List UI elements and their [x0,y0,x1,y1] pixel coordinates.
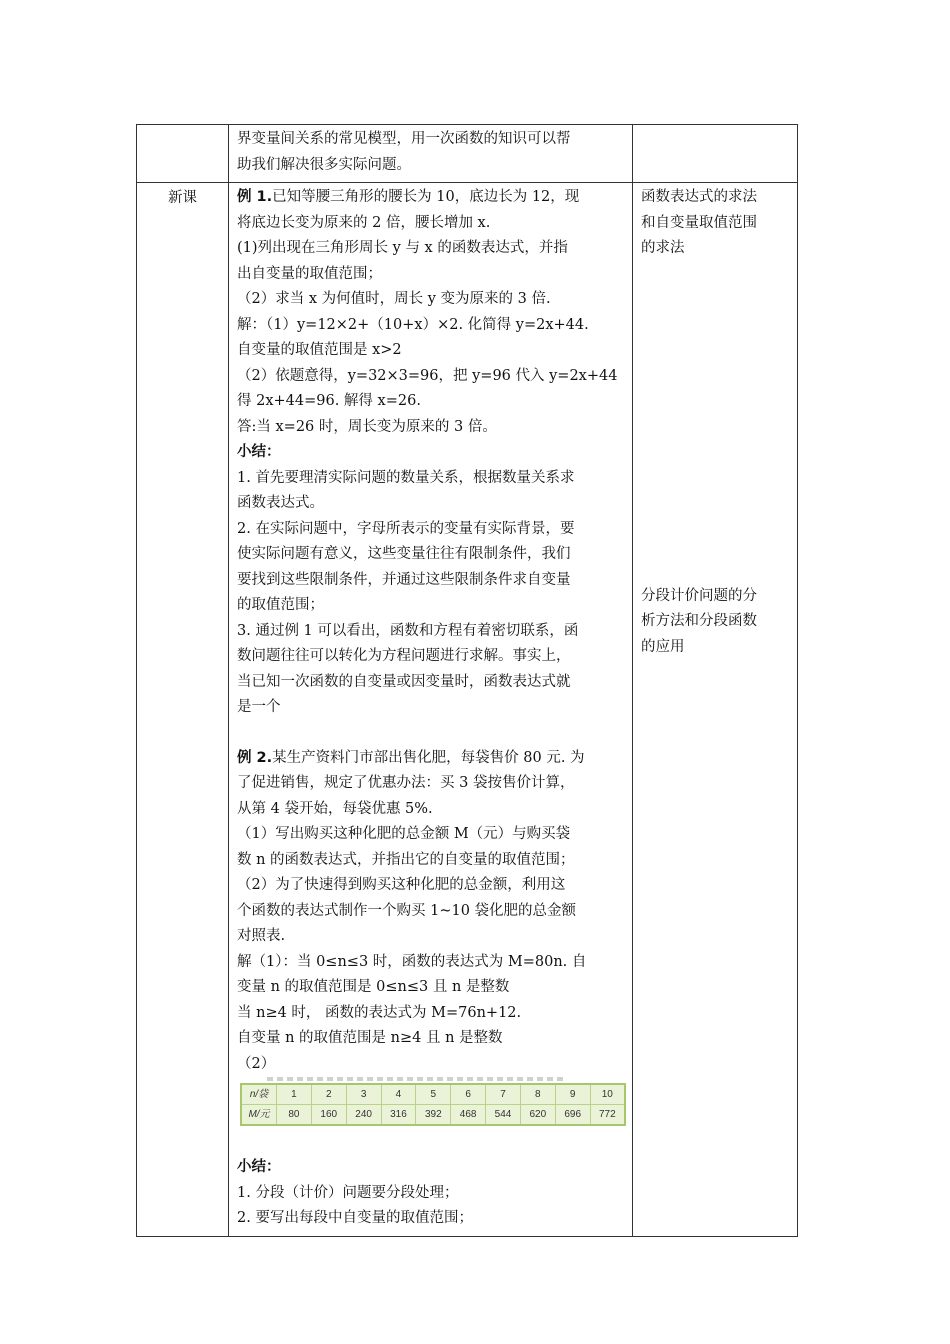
note-cell [633,183,798,1237]
text-line: 个函数的表达式制作一个购买 1~10 袋化肥的总金额 [237,902,577,919]
content-cell [229,183,633,1237]
spacer [237,1130,626,1155]
text-line: 从第 4 袋开始，每袋优惠 5%. [237,800,433,817]
text-line: 得 2x+44=96. 解得 x=26. [237,393,421,409]
table-cell: 4 [381,1084,416,1105]
note-cell-empty [633,125,798,183]
text-line: 1. 首先要理清实际问题的数量关系，根据数量关系求 [237,469,575,486]
text-line: （2）求当 x 为何值时，周长 y 变为原来的 3 倍. [237,291,551,307]
table-cell: 7 [486,1084,521,1105]
text-line: 数 n 的函数表达式，并指出它的自变量的取值范围； [237,851,575,868]
text-line: 函数表达式。 [237,495,324,511]
table-cell: 3 [346,1084,381,1105]
obscured-caption [267,1077,567,1081]
text-line: 是一个 [237,699,281,715]
section-label: 新课 [168,190,197,206]
text-line: 答:当 x=26 时，周长变为原来的 3 倍。 [237,418,497,435]
table-cell: 160 [311,1105,346,1126]
content-cell [229,125,633,183]
text-line: 自变量的取值范围是 x>2 [237,342,402,358]
table-cell: 6 [451,1084,486,1105]
table-cell: 9 [555,1084,590,1105]
example-2 [237,746,626,772]
table-cell: 1 [277,1084,312,1105]
text-line: 出自变量的取值范围； [237,265,382,282]
section-cell-empty [137,125,229,183]
note-line: 函数表达式的求法 [641,189,757,205]
table-row [241,1084,625,1105]
text-line: 对照表. [237,928,286,944]
note-line: 的应用 [641,638,685,655]
text-line: （2） [237,1055,276,1072]
section-cell [137,183,229,1237]
text-line: 变量 n 的取值范围是 0≤n≤3 且 n 是整数 [237,979,510,995]
table-row [241,1105,625,1126]
text-line: 了促进销售，规定了优惠办法：买 3 袋按售价计算， [237,775,575,791]
text-line: 当 n≥4 时， 函数的表达式为 M=76n+12. [237,1004,522,1021]
table-cell: 316 [381,1105,416,1126]
example-1-heading: 例 1. [237,189,273,205]
text-line: 自变量 n 的取值范围是 n≥4 且 n 是整数 [237,1030,503,1046]
table-cell: 468 [451,1105,486,1126]
note-line: 和自变量取值范围 [641,214,757,231]
text-line: 3. 通过例 1 可以看出，函数和方程有着密切联系，函 [237,622,579,639]
table-row [137,125,798,183]
text-line: （2）依题意得，y=32×3=96，把 y=96 代入 y=2x+44 [237,367,618,384]
text-line: 的取值范围； [237,597,324,613]
text-line: 当已知一次函数的自变量或因变量时，函数表达式就 [237,673,571,690]
text-line: 解：（1）y=12×2+（10+x）×2. 化简得 y=2x+44. [237,316,589,333]
text-line: 2. 在实际问题中，字母所表示的变量有实际背景，要 [237,520,575,537]
text-line: 将底边长变为原来的 2 倍，腰长增加 x. [237,214,491,231]
table-cell: 5 [416,1084,451,1105]
example-2-heading: 例 2. [237,749,273,766]
table-cell: 620 [520,1105,555,1126]
table-cell: 696 [555,1105,590,1126]
lesson-plan-table [136,124,798,1237]
table-row [137,183,798,1237]
text-line: 2. 要写出每段中自变量的取值范围； [237,1210,473,1226]
text-line: 使实际问题有意义，这些变量往往有限制条件，我们 [237,546,571,562]
table-cell: 2 [311,1084,346,1105]
note-line: 析方法和分段函数 [641,613,757,629]
text-line: 某生产资料门市部出售化肥，每袋售价 80 元. 为 [272,749,585,766]
note-line: 分段计价问题的分 [641,587,757,604]
text-line: 解（1）：当 0≤n≤3 时，函数的表达式为 M=80n. 自 [237,953,587,970]
row-header-n: n/袋 [241,1084,277,1105]
text-line: 助我们解决很多实际问题。 [237,156,411,173]
note-line: 的求法 [641,240,685,256]
row-header-m: M/元 [241,1105,277,1126]
table-cell: 772 [590,1105,625,1126]
summary-2-heading: 小结： [237,1159,281,1175]
text-line: 1. 分段（计价）问题要分段处理； [237,1184,459,1201]
table-cell: 8 [520,1084,555,1105]
price-lookup-table [240,1083,626,1126]
table-cell: 80 [277,1105,312,1126]
text-line: （2）为了快速得到购买这种化肥的总金额，利用这 [237,877,566,893]
table-cell: 240 [346,1105,381,1126]
table-cell: 544 [486,1105,521,1126]
summary-1-heading: 小结： [237,444,281,460]
table-cell: 392 [416,1105,451,1126]
text-line: (1)列出现在三角形周长 y 与 x 的函数表达式，并指 [237,240,568,256]
example-1 [237,185,626,211]
text-line: （1）写出购买这种化肥的总金额 M（元）与购买袋 [237,826,571,842]
spacer [237,721,626,746]
table-cell: 10 [590,1084,625,1105]
text-line: 界变量间关系的常见模型，用一次函数的知识可以帮 [237,131,571,147]
text-line: 数问题往往可以转化为方程问题进行求解。事实上， [237,648,571,664]
text-line: 要找到这些限制条件，并通过这些限制条件求自变量 [237,571,571,588]
text-line: 已知等腰三角形的腰长为 10，底边长为 12，现 [272,189,580,205]
